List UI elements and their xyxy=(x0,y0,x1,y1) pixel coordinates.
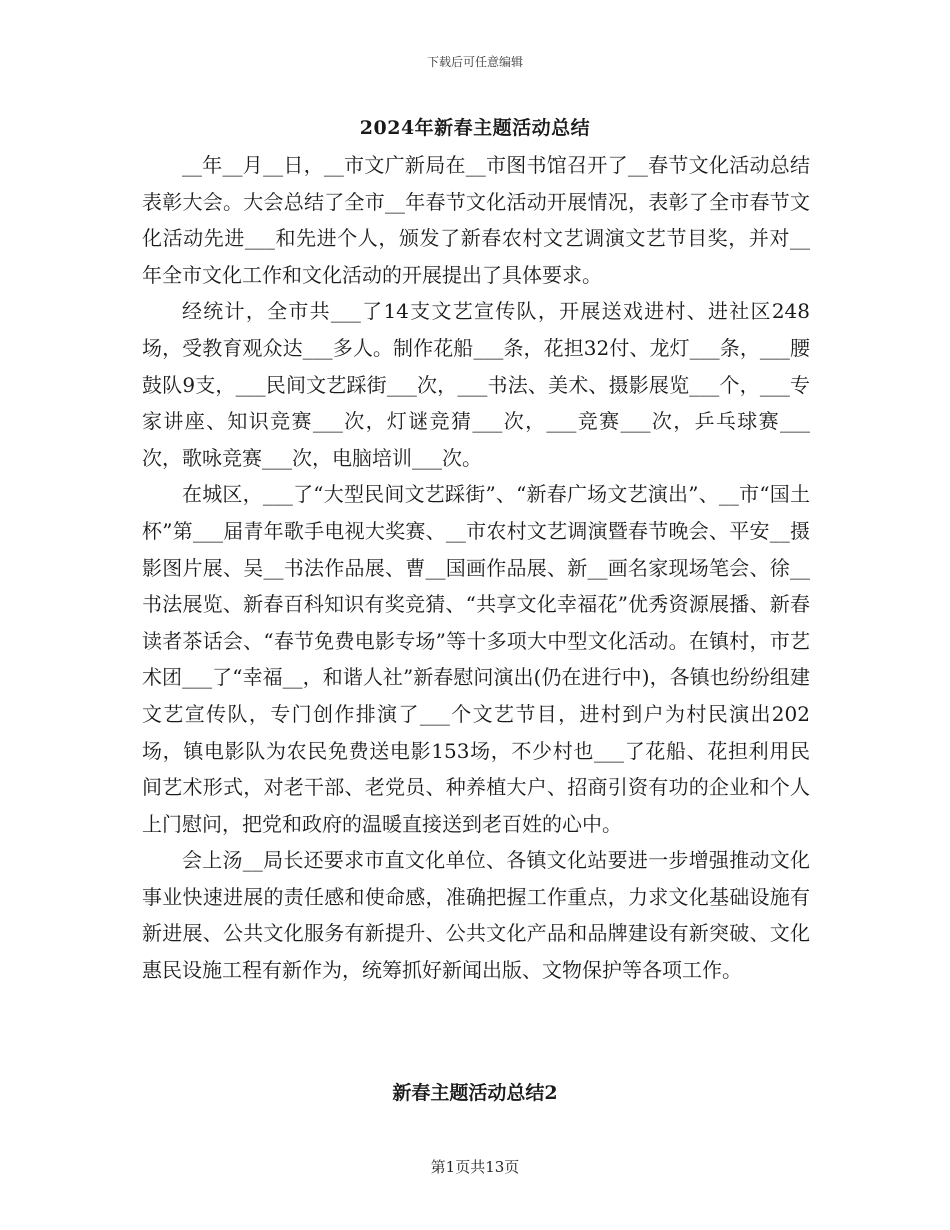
document-body xyxy=(142,147,810,989)
header-note: 下载后可任意编辑 xyxy=(426,55,523,69)
paragraph: 会上汤__局长还要求市直文化单位、各镇文化站要进一步增强推动文化事业快速进展的责任感和使命感，准确把握工作重点，力求文化基础设施有新进展、公共文化服务有新提升、公共文化产品和品牌建设有新突破、文化惠民设施工程有新作为，统筹抓好新闻出版、文物保护等各项工作。 xyxy=(142,848,810,983)
document-title: 2024年新春主题活动总结 xyxy=(359,117,591,139)
paragraph: __年__月__日，__市文广新局在__市图书馆召开了__春节文化活动总结表彰大会。大会总结了全市__年春节文化活动开展情况，表彰了全市春节文化活动先进___和先进个人，颁发了新春农村文艺调演文艺节目奖，并对__年全市文化工作和文化活动的开展提出了具体要求。 xyxy=(142,153,810,287)
section-subtitle: 新春主题活动总结2 xyxy=(392,1082,558,1104)
page-footer: 第1页共13页 xyxy=(430,1158,520,1176)
paragraph: 经统计，全市共___了14支文艺宣传队，开展送戏进村、进社区248场，受教育观众达___多人。制作花船___条，花担32付、龙灯___条，___腰鼓队9支，___民间文艺踩街___次，___书法、美术、摄影展览___个，___专家讲座、知识竞赛___次，灯谜竞猜___次，___竞赛___次，乒乓球赛___次，歌咏竞赛___次，电脑培训___次。 xyxy=(142,299,810,470)
paragraph: 在城区，___了“大型民间文艺踩街”、“新春广场文艺演出”、__市“国土杯”第___届青年歌手电视大奖赛、__市农村文艺调演暨春节晚会、平安__摄影图片展、吴__书法作品展、曹__国画作品展、新__画名家现场笔会、徐__书法展览、新春百科知识有奖竞猜、“共享文化幸福花”优秀资源展播、新春读者茶话会、“春节免费电影专场”等十多项大中型文化活动。在镇村，市艺术团___了“幸福__，和谐人社”新春慰问演出(仍在进行中)，各镇也纷纷组建文艺宣传队，专门创作排演了___个文艺节目，进村到户为村民演出202场，镇电影队为农民免费送电影153场，不少村也___了花船、花担利用民间艺术形式，对老干部、老党员、种养植大户、招商引资有功的企业和个人上门慰问，把党和政府的温暖直接送到老百姓的心中。 xyxy=(142,482,810,836)
